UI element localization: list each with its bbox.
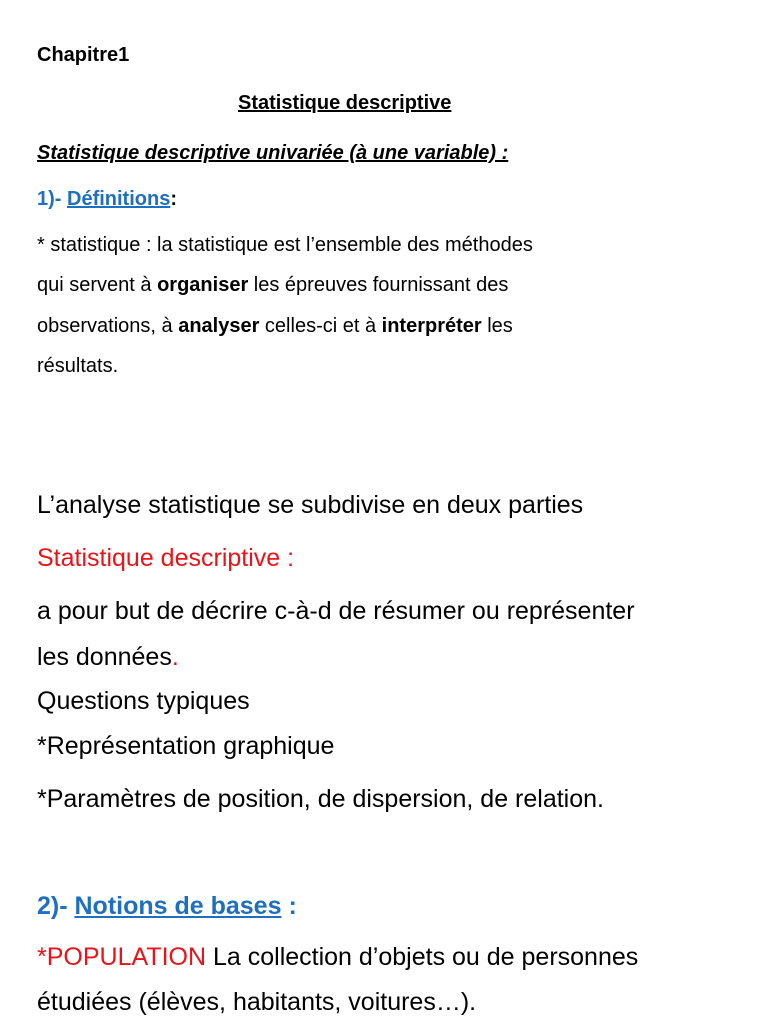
population-line-2: étudiées (élèves, habitants, voitures…). xyxy=(37,988,477,1016)
population-text: La collection d’objets ou de personnes xyxy=(206,943,639,971)
definition-keyword-analyser: analyser xyxy=(178,315,260,337)
definition-line-2 xyxy=(37,274,508,297)
analysis-heading: Statistique descriptive : xyxy=(37,544,295,572)
document-title: Statistique descriptive xyxy=(238,92,452,114)
analysis-desc-dot: . xyxy=(171,643,179,671)
definition-text: celles-ci et à xyxy=(259,315,382,337)
population-line-1 xyxy=(37,943,638,972)
analysis-desc-text: les données xyxy=(37,643,172,671)
definition-text: les épreuves fournissant des xyxy=(248,274,509,296)
section-2-label: Notions de bases xyxy=(74,892,282,920)
section-1-label: Définitions xyxy=(67,188,171,210)
definition-text: observations, à xyxy=(37,315,179,337)
section-1-heading xyxy=(37,188,177,211)
definition-text: qui servent à xyxy=(37,274,158,296)
definition-line-1: * statistique : la statistique est l’ensemble des méthodes xyxy=(37,234,533,256)
chapter-label: Chapitre1 xyxy=(37,44,130,66)
questions-title: Questions typiques xyxy=(37,687,250,715)
definition-text: les xyxy=(481,315,513,337)
analysis-desc-line-2 xyxy=(37,643,179,672)
definition-keyword-interpreter: interpréter xyxy=(381,315,482,337)
section-2-heading xyxy=(37,892,297,921)
question-item-2: *Paramètres de position, de dispersion, de relation. xyxy=(37,785,604,813)
definition-line-4: résultats. xyxy=(37,355,119,377)
definition-keyword-organiser: organiser xyxy=(157,274,249,296)
document-subtitle: Statistique descriptive univariée (à une variable) : xyxy=(37,142,509,164)
population-term: *POPULATION xyxy=(37,943,207,971)
question-item-1: *Représentation graphique xyxy=(37,732,335,760)
definition-line-3 xyxy=(37,315,513,338)
section-2-number: 2)- xyxy=(37,892,75,920)
section-2-colon: : xyxy=(281,892,297,920)
analysis-intro: L’analyse statistique se subdivise en deux parties xyxy=(37,491,584,519)
analysis-desc-line-1: a pour but de décrire c-à-d de résumer ou représenter xyxy=(37,597,635,625)
section-1-number: 1)- xyxy=(37,188,67,210)
section-1-colon: : xyxy=(170,188,178,210)
